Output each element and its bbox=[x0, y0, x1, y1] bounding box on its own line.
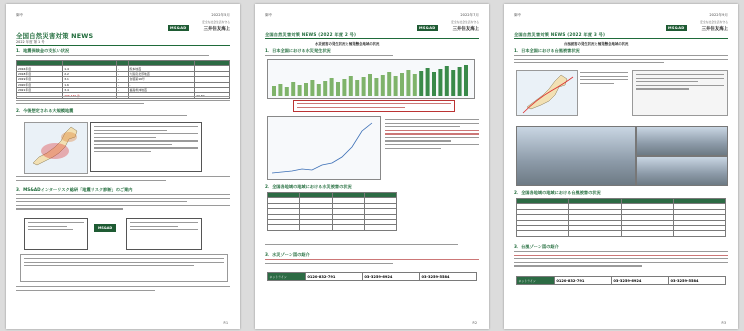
section2-notes bbox=[265, 244, 479, 248]
damage-line bbox=[268, 117, 380, 179]
rainfall-bar-chart bbox=[267, 59, 475, 99]
rainfall-bar bbox=[394, 76, 398, 96]
earthquake-info-box bbox=[90, 122, 202, 172]
contact-phone-1[interactable]: 0120-832-791 bbox=[305, 273, 362, 281]
rainfall-bar bbox=[298, 85, 302, 96]
contact-phone-1[interactable]: 0120-832-791 bbox=[554, 277, 611, 285]
rainfall-bar bbox=[419, 71, 423, 96]
typhoon-damage-photo-bottom bbox=[636, 156, 728, 186]
rainfall-bar bbox=[342, 79, 346, 96]
section3-text bbox=[514, 251, 728, 269]
section-heading-3: 3．MS&ADインターリスク総研「地震リスク診断」のご案内 bbox=[16, 187, 133, 192]
rainfall-bar bbox=[445, 66, 449, 96]
msad-logo: MS&AD bbox=[419, 26, 436, 30]
section-heading-1: 1．地震保険金の支払い状況 bbox=[16, 48, 70, 53]
closing-text bbox=[16, 286, 230, 293]
newsletter-title: 全国自然災害対策 NEWS (2022 年度 3 号) bbox=[514, 32, 606, 37]
contact-phone-3[interactable]: 03-3259-5584 bbox=[419, 273, 476, 281]
issue-date: 2022年7月 bbox=[460, 13, 479, 17]
rainfall-bar bbox=[323, 81, 327, 96]
table-row: 2019年度 3.1 - 台風第19号 bbox=[17, 77, 230, 82]
newsletter-title: 全国自然災害対策 NEWS bbox=[16, 32, 94, 40]
rainfall-bar bbox=[438, 69, 442, 96]
brand-block bbox=[658, 20, 728, 34]
title-divider bbox=[16, 45, 230, 46]
footer-note-box bbox=[20, 254, 228, 282]
section-heading-1: 1．日本全国における水災発生状況 bbox=[265, 48, 331, 53]
msad-logo: MS&AD bbox=[668, 26, 685, 30]
section-heading-2: 2．全国各地域の地域における台風被害の状況 bbox=[514, 190, 601, 195]
contact-phone-2[interactable]: 03-3259-6924 bbox=[362, 273, 419, 281]
brand-tagline: 安全な社会生活を守る bbox=[202, 20, 230, 24]
section3-text bbox=[16, 194, 230, 212]
typhoon-info-panel bbox=[632, 70, 728, 116]
section-heading-3: 3．水災ゾーン図の紹介 bbox=[265, 252, 310, 257]
rainfall-bar bbox=[432, 72, 436, 96]
intro-text bbox=[16, 55, 230, 59]
rainfall-bar bbox=[400, 73, 404, 96]
section3-text bbox=[265, 259, 479, 266]
typhoon-text bbox=[580, 72, 628, 86]
rainfall-bar bbox=[451, 70, 455, 96]
rainfall-bar bbox=[406, 70, 410, 96]
rainfall-callout bbox=[293, 100, 455, 112]
rainfall-bar bbox=[330, 78, 334, 96]
rainfall-bar bbox=[368, 74, 372, 96]
brand-block bbox=[409, 20, 479, 34]
rainfall-bar bbox=[464, 65, 468, 96]
damage-line-chart bbox=[267, 116, 381, 180]
section-heading-2: 2．全国各地域の地域における水災被害の状況 bbox=[265, 184, 352, 189]
page-number: P.3 bbox=[721, 321, 726, 325]
recipient-label: 御中 bbox=[514, 13, 522, 17]
issue-date: 2022年5月 bbox=[211, 13, 230, 17]
claims-table bbox=[16, 60, 230, 99]
company-name: 三井住友海上 bbox=[452, 27, 479, 32]
table-notes bbox=[16, 96, 230, 107]
msad-logo: MS&AD bbox=[170, 26, 187, 30]
newsletter-page-1 bbox=[6, 4, 240, 329]
table-row: 2020年度 1.6 - - bbox=[17, 82, 230, 87]
section1-text bbox=[514, 55, 728, 66]
brand-block bbox=[160, 20, 230, 34]
section-heading-2: 2．今後想定される大規模地震 bbox=[16, 108, 74, 113]
chart-commentary bbox=[385, 119, 479, 151]
recipient-label: 御中 bbox=[265, 13, 273, 17]
rainfall-bar bbox=[278, 84, 282, 96]
page-number: P.1 bbox=[223, 321, 228, 325]
rainfall-bar bbox=[426, 68, 430, 96]
page-header bbox=[16, 13, 230, 18]
table-row: 2016年度 1.4 - 熊本地震 bbox=[17, 66, 230, 71]
contact-table bbox=[516, 276, 726, 285]
company-name: 三井住友海上 bbox=[701, 27, 728, 32]
issue-date: 2022年9月 bbox=[709, 13, 728, 17]
contact-label: ホットライン bbox=[517, 277, 555, 285]
newsletter-subtitle: 台風被害の発生状況と頻発懸念地域の状況 bbox=[564, 42, 629, 46]
rainfall-bars bbox=[268, 60, 474, 98]
issue-number: 2022 年度 第 1 号 bbox=[16, 40, 45, 44]
page-header bbox=[265, 13, 479, 18]
company-name: 三井住友海上 bbox=[203, 27, 230, 32]
rainfall-bar bbox=[291, 82, 295, 96]
table-row: 2021年度 3.4 - 福島県沖地震 bbox=[17, 87, 230, 92]
rainfall-bar bbox=[413, 74, 417, 96]
rainfall-bar bbox=[349, 76, 353, 96]
typhoon-track-map bbox=[516, 70, 578, 116]
section2-text bbox=[16, 115, 230, 119]
rainfall-bar bbox=[304, 83, 308, 96]
newsletter-page-3 bbox=[504, 4, 738, 329]
diagnosis-info-box bbox=[126, 218, 202, 250]
flood-damage-table bbox=[267, 192, 397, 231]
rainfall-bar bbox=[355, 80, 359, 96]
japan-map-image bbox=[24, 122, 88, 174]
typhoon-damage-photo-left bbox=[516, 126, 636, 186]
contact-phone-3[interactable]: 03-3259-5584 bbox=[668, 277, 725, 285]
section-heading-1: 1．日本全国における台風被害状況 bbox=[514, 48, 580, 53]
rainfall-bar bbox=[317, 84, 321, 96]
msad-logo-small: MS&AD bbox=[94, 224, 116, 232]
section-heading-3: 3．台風ゾーン図の紹介 bbox=[514, 244, 559, 249]
contact-phone-2[interactable]: 03-3259-6924 bbox=[611, 277, 668, 285]
brand-tagline: 安全な社会生活を守る bbox=[451, 20, 479, 24]
rainfall-bar bbox=[285, 87, 289, 96]
rainfall-bar bbox=[387, 72, 391, 96]
typhoon-damage-photo-top bbox=[636, 126, 728, 156]
table-row: 2018年度 2.2 - 大阪府北部地震 bbox=[17, 71, 230, 76]
brand-tagline: 安全な社会生活を守る bbox=[700, 20, 728, 24]
page-header bbox=[514, 13, 728, 18]
recipient-label: 御中 bbox=[16, 13, 24, 17]
contact-table bbox=[267, 272, 477, 281]
newsletter-page-2 bbox=[255, 4, 489, 329]
newsletter-subtitle: 水災被害の発生状況と頻発懸念地域の状況 bbox=[315, 42, 380, 46]
rainfall-bar bbox=[310, 80, 314, 96]
newsletter-title: 全国自然災害対策 NEWS (2022 年度 2 号) bbox=[265, 32, 357, 37]
typhoon-damage-table bbox=[516, 198, 726, 237]
rainfall-bar bbox=[374, 78, 378, 96]
rainfall-bar bbox=[362, 77, 366, 96]
rainfall-bar bbox=[381, 75, 385, 96]
section2-notes bbox=[16, 176, 230, 183]
page-number: P.2 bbox=[472, 321, 477, 325]
title-divider bbox=[514, 38, 728, 39]
title-divider bbox=[265, 38, 479, 39]
diagnosis-flow-box bbox=[24, 218, 88, 250]
contact-label: ホットライン bbox=[268, 273, 306, 281]
rainfall-bar bbox=[336, 82, 340, 96]
rainfall-bar bbox=[458, 67, 462, 96]
rainfall-bar bbox=[272, 86, 276, 96]
